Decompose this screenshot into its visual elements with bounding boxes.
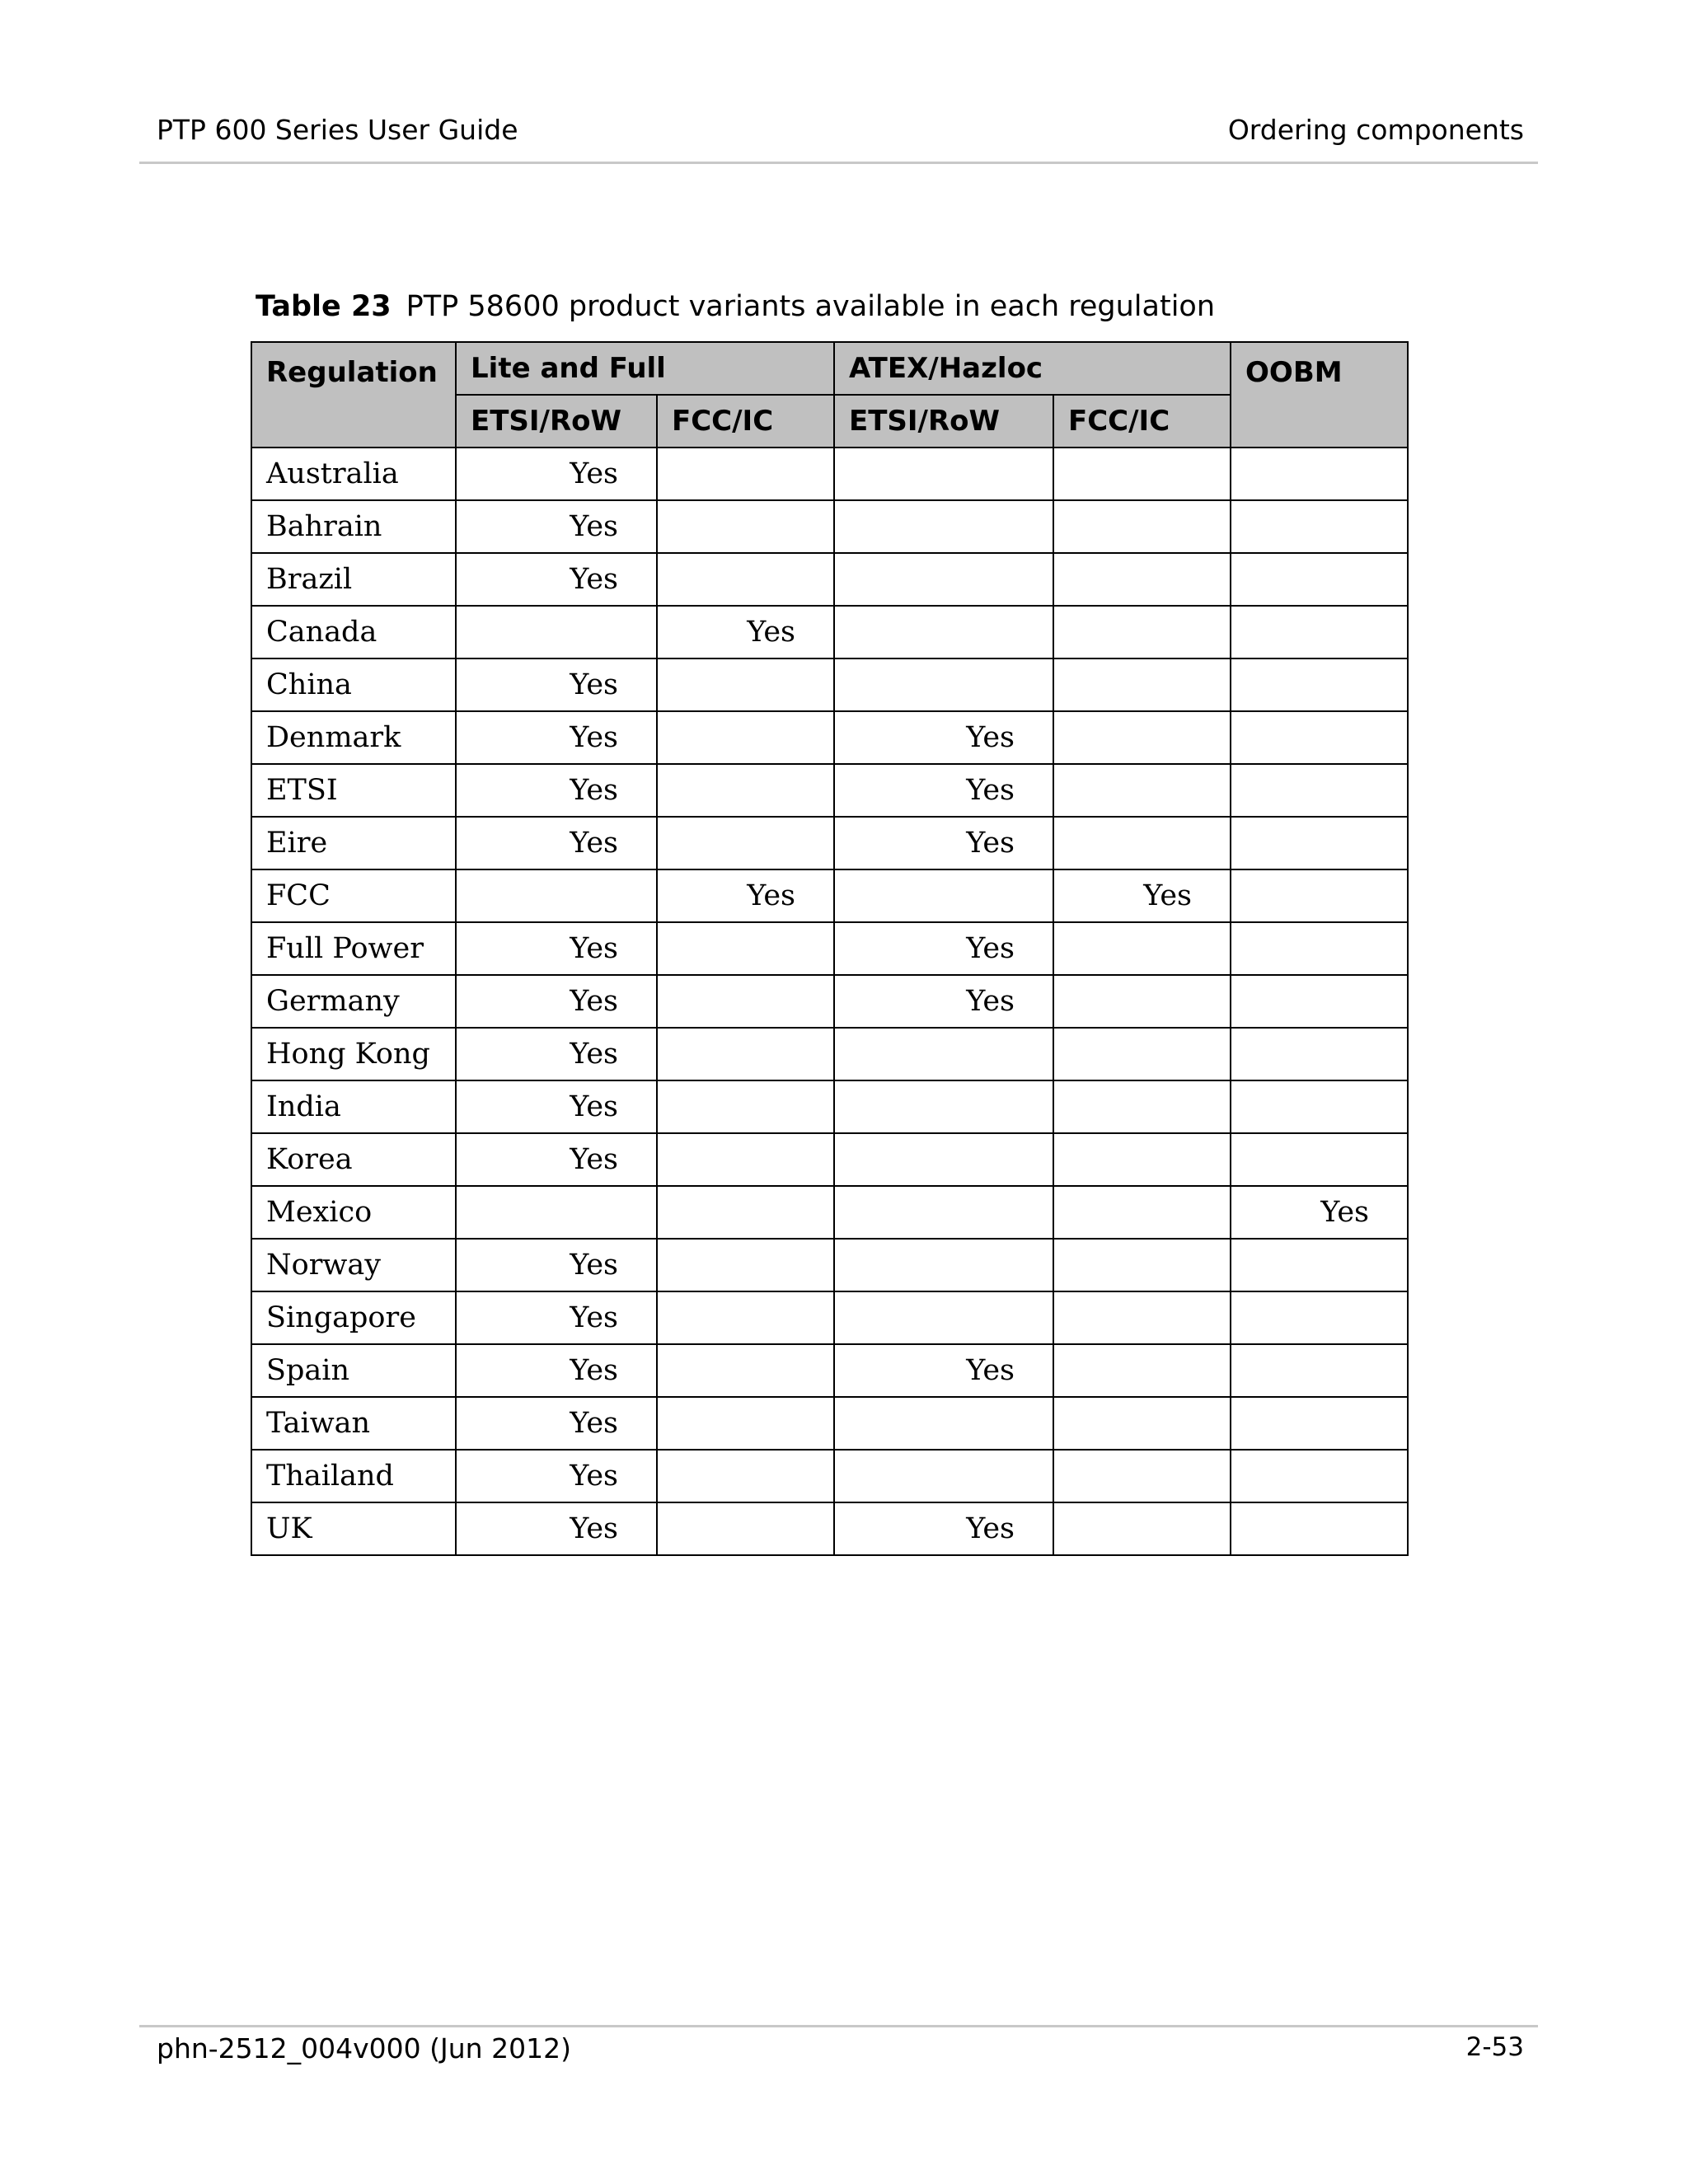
availability-cell: [657, 764, 834, 817]
availability-cell: [1231, 817, 1408, 869]
table-row: [251, 1080, 1408, 1133]
availability-cell: Yes: [456, 1502, 657, 1555]
availability-cell: Yes: [657, 869, 834, 922]
country-cell: Norway: [251, 1239, 456, 1291]
availability-cell: [1053, 500, 1231, 553]
availability-cell: Yes: [456, 448, 657, 500]
availability-cell: Yes: [1231, 1186, 1408, 1239]
availability-cell: [1053, 1502, 1231, 1555]
availability-cell: [834, 1239, 1053, 1291]
availability-cell: [1231, 975, 1408, 1028]
availability-cell: [1053, 711, 1231, 764]
availability-cell: Yes: [834, 817, 1053, 869]
availability-cell: [1053, 922, 1231, 975]
availability-cell: [657, 1450, 834, 1502]
availability-cell: Yes: [834, 711, 1053, 764]
availability-cell: [456, 1186, 657, 1239]
table-row: [251, 764, 1408, 817]
table-caption: [256, 290, 1215, 323]
availability-cell: [1231, 711, 1408, 764]
availability-cell: [657, 975, 834, 1028]
table-row: [251, 606, 1408, 658]
table-row: [251, 553, 1408, 606]
availability-cell: [657, 1080, 834, 1133]
availability-cell: [1231, 1344, 1408, 1397]
availability-cell: [1053, 1344, 1231, 1397]
availability-cell: [1053, 1397, 1231, 1450]
availability-cell: [1053, 1186, 1231, 1239]
availability-cell: [834, 1450, 1053, 1502]
header-divider: [139, 162, 1538, 164]
availability-cell: Yes: [456, 922, 657, 975]
availability-cell: Yes: [456, 764, 657, 817]
table-row: [251, 869, 1408, 922]
availability-cell: [1231, 1450, 1408, 1502]
country-cell: Thailand: [251, 1450, 456, 1502]
availability-cell: [1053, 1133, 1231, 1186]
country-cell: Canada: [251, 606, 456, 658]
availability-cell: [456, 869, 657, 922]
table-row: [251, 922, 1408, 975]
availability-cell: Yes: [456, 817, 657, 869]
availability-cell: Yes: [456, 500, 657, 553]
availability-cell: [1231, 1397, 1408, 1450]
availability-cell: [1053, 975, 1231, 1028]
availability-cell: [1053, 1239, 1231, 1291]
availability-cell: [1231, 1133, 1408, 1186]
availability-cell: Yes: [456, 1028, 657, 1080]
availability-cell: [657, 658, 834, 711]
availability-cell: [1231, 553, 1408, 606]
availability-cell: Yes: [834, 975, 1053, 1028]
country-cell: Australia: [251, 448, 456, 500]
subheader-atex-fcc-ic: FCC/IC: [1053, 395, 1231, 448]
country-cell: UK: [251, 1502, 456, 1555]
running-header-title: PTP 600 Series User Guide: [157, 114, 518, 146]
subheader-lite-etsi-row: ETSI/RoW: [456, 395, 657, 448]
availability-cell: [1053, 1291, 1231, 1344]
availability-cell: [1231, 448, 1408, 500]
subheader-atex-etsi-row: ETSI/RoW: [834, 395, 1053, 448]
availability-cell: [1053, 606, 1231, 658]
header-oobm: OOBM: [1231, 342, 1408, 448]
country-cell: FCC: [251, 869, 456, 922]
country-cell: Eire: [251, 817, 456, 869]
availability-cell: [657, 1291, 834, 1344]
availability-cell: Yes: [456, 658, 657, 711]
availability-cell: [657, 711, 834, 764]
table-row: [251, 1186, 1408, 1239]
country-cell: Full Power: [251, 922, 456, 975]
country-cell: Korea: [251, 1133, 456, 1186]
table-title: PTP 58600 product variants available in each regulation: [406, 290, 1216, 323]
table-row: [251, 1450, 1408, 1502]
country-cell: ETSI: [251, 764, 456, 817]
availability-cell: Yes: [456, 1133, 657, 1186]
availability-cell: Yes: [456, 553, 657, 606]
subheader-lite-fcc-ic: FCC/IC: [657, 395, 834, 448]
availability-cell: [657, 1502, 834, 1555]
availability-cell: [1231, 1239, 1408, 1291]
availability-cell: [657, 922, 834, 975]
header-atex-hazloc: ATEX/Hazloc: [834, 342, 1231, 395]
availability-cell: [834, 1291, 1053, 1344]
country-cell: Singapore: [251, 1291, 456, 1344]
regulation-table: [251, 341, 1409, 1556]
availability-cell: Yes: [834, 764, 1053, 817]
table-row: [251, 1502, 1408, 1555]
table-group-header-row: [251, 342, 1408, 395]
availability-cell: [1053, 553, 1231, 606]
availability-cell: Yes: [456, 1291, 657, 1344]
availability-cell: [1231, 869, 1408, 922]
availability-cell: [657, 1239, 834, 1291]
availability-cell: [834, 1028, 1053, 1080]
availability-cell: [1231, 1028, 1408, 1080]
availability-cell: [834, 658, 1053, 711]
availability-cell: [1231, 764, 1408, 817]
availability-cell: [834, 448, 1053, 500]
availability-cell: [834, 500, 1053, 553]
availability-cell: Yes: [456, 1397, 657, 1450]
availability-cell: [456, 606, 657, 658]
country-cell: China: [251, 658, 456, 711]
availability-cell: [657, 1344, 834, 1397]
availability-cell: [1231, 500, 1408, 553]
availability-cell: [1231, 658, 1408, 711]
availability-cell: [1053, 817, 1231, 869]
availability-cell: Yes: [834, 1344, 1053, 1397]
availability-cell: [1053, 1450, 1231, 1502]
availability-cell: Yes: [456, 1450, 657, 1502]
availability-cell: Yes: [456, 975, 657, 1028]
availability-cell: [1053, 1028, 1231, 1080]
availability-cell: [1053, 448, 1231, 500]
availability-cell: [834, 553, 1053, 606]
availability-cell: Yes: [657, 606, 834, 658]
availability-cell: [657, 1133, 834, 1186]
availability-cell: [834, 606, 1053, 658]
availability-cell: [834, 1133, 1053, 1186]
table-row: [251, 448, 1408, 500]
table-row: [251, 817, 1408, 869]
availability-cell: [834, 1397, 1053, 1450]
availability-cell: [657, 500, 834, 553]
page-number: 2-53: [1465, 2032, 1524, 2062]
table-number: Table 23: [256, 290, 392, 323]
availability-cell: [1231, 606, 1408, 658]
table-body: [251, 448, 1408, 1555]
header-lite-and-full: Lite and Full: [456, 342, 834, 395]
availability-cell: [1231, 1080, 1408, 1133]
availability-cell: Yes: [456, 1239, 657, 1291]
table-row: [251, 1028, 1408, 1080]
document-id: phn-2512_004v000 (Jun 2012): [157, 2032, 571, 2064]
availability-cell: [657, 817, 834, 869]
availability-cell: [657, 1186, 834, 1239]
availability-cell: [657, 1028, 834, 1080]
header-regulation: Regulation: [251, 342, 456, 448]
table-row: [251, 658, 1408, 711]
table-row: [251, 711, 1408, 764]
availability-cell: [834, 1186, 1053, 1239]
table-row: [251, 1133, 1408, 1186]
availability-cell: Yes: [456, 711, 657, 764]
availability-cell: Yes: [456, 1344, 657, 1397]
availability-cell: [1231, 922, 1408, 975]
country-cell: Mexico: [251, 1186, 456, 1239]
availability-cell: [1053, 764, 1231, 817]
availability-cell: [834, 1080, 1053, 1133]
table-row: [251, 1344, 1408, 1397]
availability-cell: Yes: [456, 1080, 657, 1133]
country-cell: Brazil: [251, 553, 456, 606]
country-cell: Spain: [251, 1344, 456, 1397]
country-cell: India: [251, 1080, 456, 1133]
table-row: [251, 1291, 1408, 1344]
availability-cell: [657, 448, 834, 500]
table-row: [251, 500, 1408, 553]
availability-cell: [1053, 658, 1231, 711]
table-row: [251, 1397, 1408, 1450]
availability-cell: Yes: [1053, 869, 1231, 922]
availability-cell: [657, 553, 834, 606]
country-cell: Hong Kong: [251, 1028, 456, 1080]
footer-divider: [139, 2025, 1538, 2027]
running-header-section: Ordering components: [1227, 114, 1524, 146]
country-cell: Bahrain: [251, 500, 456, 553]
availability-cell: [1053, 1080, 1231, 1133]
availability-cell: Yes: [834, 922, 1053, 975]
country-cell: Germany: [251, 975, 456, 1028]
country-cell: Denmark: [251, 711, 456, 764]
table-row: [251, 975, 1408, 1028]
table-row: [251, 1239, 1408, 1291]
country-cell: Taiwan: [251, 1397, 456, 1450]
availability-cell: [834, 869, 1053, 922]
availability-cell: [1231, 1502, 1408, 1555]
availability-cell: [1231, 1291, 1408, 1344]
availability-cell: Yes: [834, 1502, 1053, 1555]
availability-cell: [657, 1397, 834, 1450]
